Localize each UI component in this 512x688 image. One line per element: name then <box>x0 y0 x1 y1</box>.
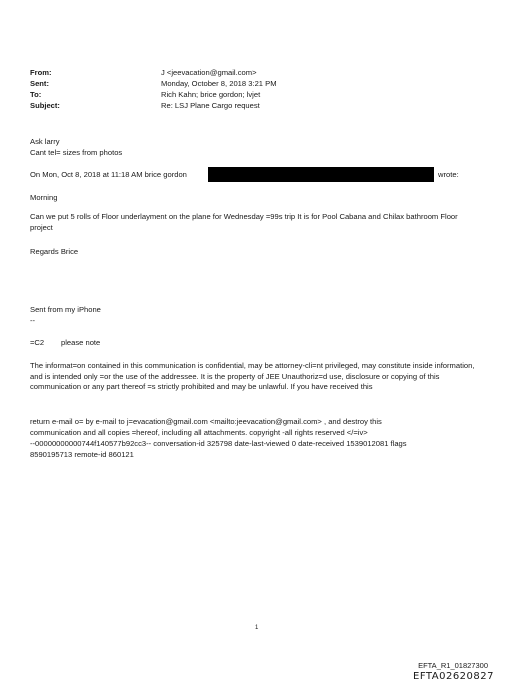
subject-value: Re: LSJ Plane Cargo request <box>161 101 260 110</box>
reply-line-1: Ask larry <box>30 137 60 146</box>
signature-dashes: -- <box>30 316 36 325</box>
sent-from: Sent from my iPhone <box>30 305 101 314</box>
return-line-4: 8590195713 remote-id 860121 <box>30 450 134 459</box>
efta-bates-large: EFTA02620827 <box>413 671 494 682</box>
greeting: Morning <box>30 193 58 202</box>
confidentiality-notice: The informat=on contained in this communication is confidential, may be attorney-cli=nt privileged, may constitute inside information, and is intended only =or the use of the addressee. It is the property of JEE Unauthoriz=d use, disclosure or copying of this communication or any part thereof =s strictly prohibited and may be unlawful. If you have received this <box>30 361 475 392</box>
from-label: From: <box>30 68 52 77</box>
return-line-2: communication and all copies =hereof, including all attachments. copyright -all rights reserved </=iv> <box>30 428 368 437</box>
c2-code: =C2 <box>30 338 45 347</box>
sent-value: Monday, October 8, 2018 3:21 PM <box>161 79 277 88</box>
from-value: J <jeevacation@gmail.com> <box>161 68 257 77</box>
return-line-1: return e-mail o= by e-mail to j=evacation@gmail.com <mailto:jeevacation@gmail.com> , and destroy this <box>30 417 382 426</box>
request-paragraph: Can we put 5 rolls of Floor underlayment on the plane for Wednesday =99s trip It is for Pool Cabana and Chilax bathroom Floor project <box>30 212 458 232</box>
quote-wrote: wrote: <box>438 170 459 179</box>
page-number: 1 <box>255 625 259 631</box>
return-line-3: --00000000000744f140577b92cc3-- conversation-id 325798 date-last-viewed 0 date-received 1539012081 flags <box>30 439 407 448</box>
reply-line-2: Cant tel= sizes from photos <box>30 148 123 157</box>
redaction-bar <box>208 167 434 182</box>
to-value: Rich Kahn; brice gordon; lvjet <box>161 90 261 99</box>
subject-label: Subject: <box>30 101 60 110</box>
efta-bates-small: EFTA_R1_01827300 <box>418 661 488 670</box>
c2-note: please note <box>61 338 101 347</box>
regards: Regards Brice <box>30 247 79 256</box>
quote-intro: On Mon, Oct 8, 2018 at 11:18 AM brice gordon <box>30 170 187 179</box>
sent-label: Sent: <box>30 79 49 88</box>
to-label: To: <box>30 90 42 99</box>
